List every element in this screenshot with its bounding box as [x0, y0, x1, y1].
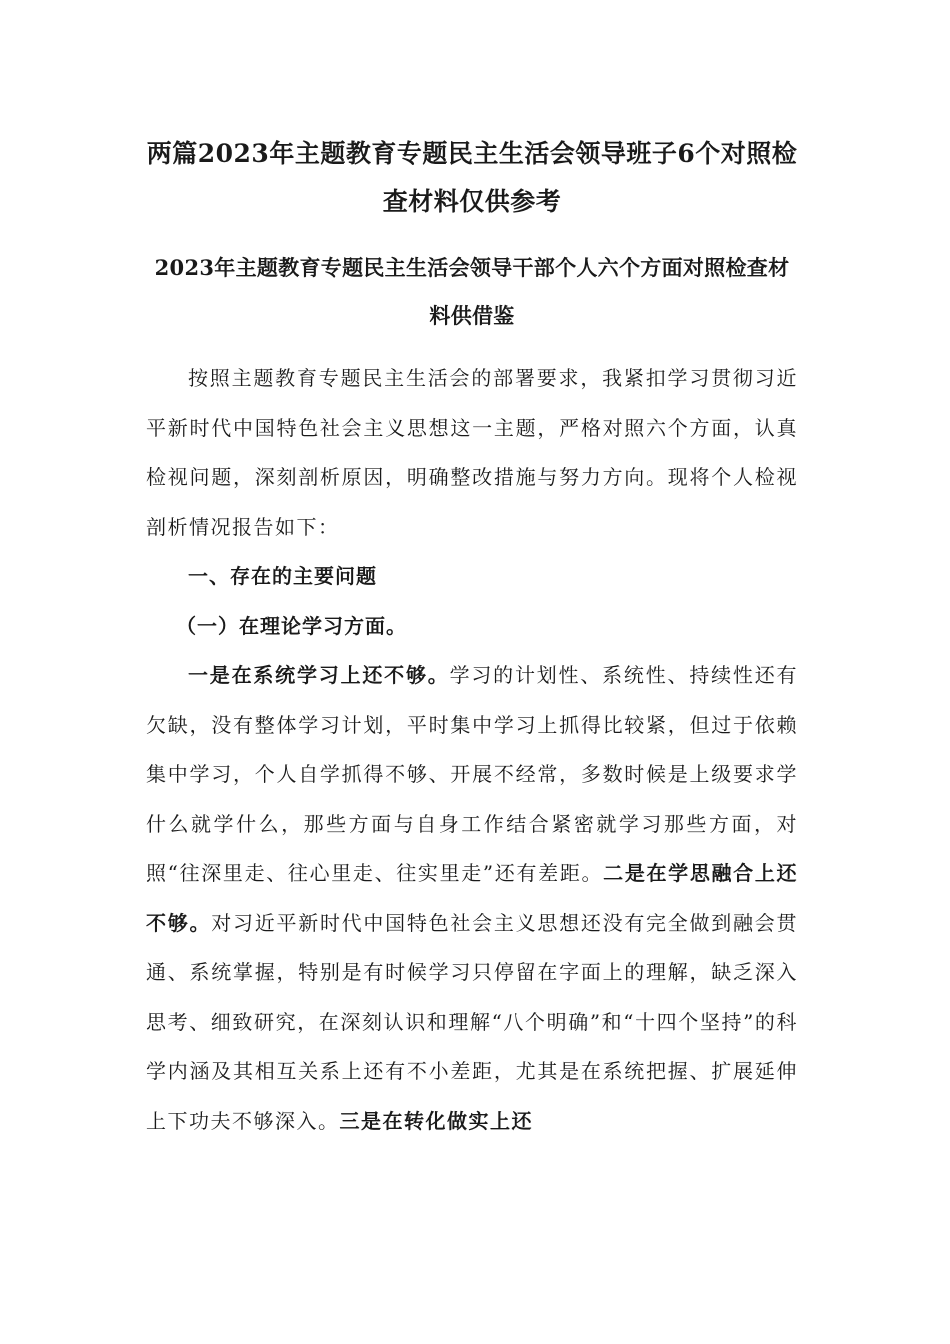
point1-text: 学习的计划性、系统性、持续性还有欠缺，没有整体学习计划，平时集中学习上抓得比较紧，但过于依赖集中学习，个人自学抓得不够、开展不经常，多数时候是上级要求学什么就学什么，那些方面与自身工作结合紧密就学习那些方面，对照“往深里走、往心里走、往实里走”还有差距。 — [146, 663, 799, 885]
document-title: 两篇2023年主题教育专题民主生活会领导班子6个对照检查材料仅供参考 — [146, 139, 798, 216]
point1-lead: 一是在系统学习上还不够。 — [188, 663, 450, 687]
section-heading: 一、存在的主要问题 — [188, 564, 377, 588]
point3-lead: 三是在转化做实上还 — [339, 1108, 533, 1133]
intro-paragraph: 按照主题教育专题民主生活会的部署要求，我紧扣学习贯彻习近平新时代中国特色社会主义思想这一主题，严格对照六个方面，认真检视问题，深刻剖析原因，明确整改措施与努力方向。现将个人检视剖析情况报告如下： — [146, 366, 798, 539]
body-paragraph — [146, 651, 798, 1146]
document-content — [146, 130, 798, 1146]
point2-text: 对习近平新时代中国特色社会主义思想还没有完全做到融会贯通、系统掌握，特别是有时候学习只停留在字面上的理解，缺乏深入思考、细致研究，在深刻认识和理解“八个明确”和“十四个坚持”的科学内涵及其相互关系上还有不小差距，尤其是在系统把握、扩展延伸上下功夫不够深入。 — [146, 910, 799, 1133]
point2-lead: 二是在学思融合上还不够。 — [146, 861, 799, 935]
subsection-heading: （一）在理论学习方面。 — [176, 613, 407, 638]
document-subtitle: 2023年主题教育专题民主生活会领导干部个人六个方面对照检查材料供借鉴 — [154, 255, 790, 328]
